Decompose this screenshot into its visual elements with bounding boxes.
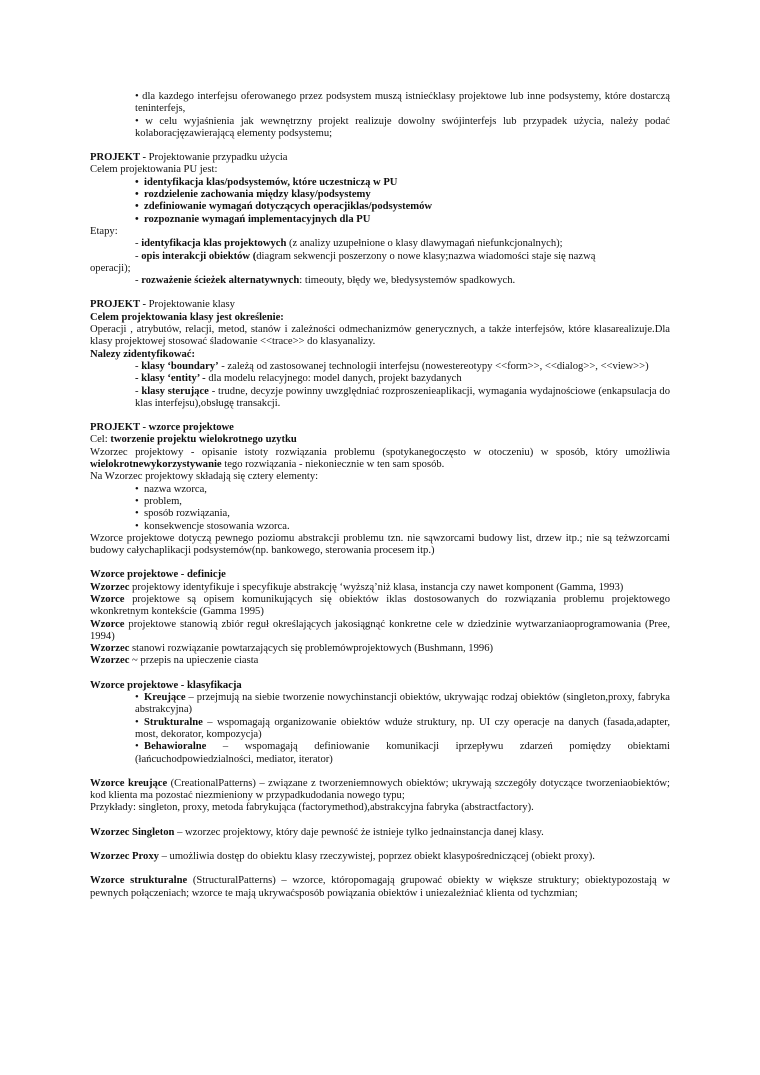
class-entity: - klasy ‘entity’ - dla modelu relacyjnego: model danych, projekt bazydanych [135, 373, 462, 385]
patterns-elements-label: Na Wzorzec projektowy składają się cztery elementy: [90, 471, 319, 483]
use-case-stage-2-cont: operacji); [90, 262, 131, 274]
patterns-goal: Cel: tworzenie projektu wielokrotnego uzytku [90, 434, 297, 446]
patterns-description: Wzorzec projektowy - opisanie istoty rozwiązania problemu (spotykanegoczęsto w otoczeniu) w sposób, który umożliwia wielokrotnewykorzystywanie tego rozwiązania - niekoniecznie w ten sam sposób. [90, 446, 670, 471]
use-case-goal-item: • identyfikacja klas/podsystemów, które uczestniczą w PU [135, 177, 670, 189]
patterns-element-item: • nazwa wzorca, [135, 484, 670, 496]
patterns-element-item: • sposób rozwiązania, [135, 508, 670, 520]
classification-creational: • Kreujące – przejmują na siebie tworzenie nowychinstancji obiektów, ukrywając rodzaj obiektów (singleton,proxy, fabryka abstrakcyjna) [135, 692, 670, 717]
classification-behavioral: • Behawioralne – wspomagają definiowanie komunikacji iprzepływu zdarzeń pomiędzy obiektami (łańcuchodpowiedzialności, mediator, iterator) [135, 741, 670, 766]
section-title-class-design: PROJEKT - Projektowanie klasy [90, 299, 235, 311]
use-case-stage-2: - opis interakcji obiektów (diagram sekwencji poszerzony o nowe klasy;nazwa wiadomości staje się nazwą [135, 250, 596, 262]
section-title-definitions: Wzorce projektowe - definicje [90, 569, 226, 581]
class-design-identify: Nalezy zidentyfikować: [90, 348, 196, 360]
definition-1: Wzorzec projektowy identyfikuje i specyfikuje abstrakcję ‘wyższą’niż klasa, instancja czy nawet komponent (Gamma, 1993) [90, 581, 624, 593]
patterns-element-item: • konsekwencje stosowania wzorca. [135, 521, 670, 533]
definition-5: Wzorzec ~ przepis na upieczenie ciasta [90, 655, 259, 667]
structural-patterns-text: Wzorce strukturalne (StructuralPatterns) – wzorce, któropomagają grupować obiekty w większe struktury; obiektypozostają w pewnych połączeniach; wzorce te mają ukrywaćsposób powiązania obiektów i uniezależniać klienta od tychzmian; [90, 875, 670, 899]
singleton-text: Wzorzec Singleton – wzorzec projektowy, który daje pewność że istnieje tylko jednainstancja danej klasy. [90, 826, 544, 838]
intro-bullet-2: • w celu wyjaśnienia jak wewnętrzny projekt realizuje dowolny swójinterfejs lub przypadek użycia, należy podać kolaboracjęzawierającą elementy podsystemu; [135, 115, 670, 139]
use-case-stage-1: - identyfikacja klas projektowych (z analizy uzupełnione o klasy dlawymagań niefunkcjonalnych); [135, 238, 563, 250]
section-title-classification: Wzorce projektowe - klasyfikacja [90, 679, 242, 691]
creational-patterns-examples: Przykłady: singleton, proxy, metoda fabrykująca (factorymethod),abstrakcyjna fabryka (abstractfactory). [90, 802, 534, 814]
patterns-element-item: • problem, [135, 496, 670, 508]
class-design-goal: Celem projektowania klasy jest określenie: [90, 311, 284, 323]
definition-4: Wzorzec stanowi rozwiązanie powtarzających się problemówprojektowych (Bushmann, 1996) [90, 643, 494, 655]
use-case-goal-item: • rozpoznanie wymagań implementacyjnych dla PU [135, 214, 670, 226]
intro-bullet-1: • dla kazdego interfejsu oferowanego przez podsystem muszą istniećklasy projektowe lub inne podsystemy, które dostarczą teninterfejs, [135, 91, 670, 115]
class-boundary: - klasy ‘boundary’ - zależą od zastosowanej technologii interfejsu (nowestereotypy <<form>>, <<dialog>>, <<view>>) [135, 360, 649, 372]
definition-3: Wzorce projektowe stanowią zbiór reguł określających jakosiągnąć konkretne cele w dziedzinie wytwarzaniaoprogramowania (Pree, 1994) [90, 618, 670, 642]
class-control: - klasy sterujące - trudne, decyzje powinny uwzględniać rozproszenieaplikacji, wymagania wydajnościowe (enkapsulacja do klas interfejsu),obsługę transakcji. [135, 385, 670, 409]
section-title-patterns: PROJEKT - wzorce projektowe [90, 422, 234, 434]
use-case-goal: Celem projektowania PU jest: [90, 164, 218, 176]
use-case-stage-3: - rozważenie ścieżek alternatywnych: timeouty, błędy we, błedysystemów spadkowych. [135, 275, 516, 287]
creational-patterns-text: Wzorce kreujące (CreationalPatterns) – związane z tworzeniemnowych obiektów; ukrywają szczegóły dotyczące tworzeniaobiektów; kod klienta ma pozostać niezmieniony w przypadkudodania nowego typu; [90, 777, 670, 802]
section-title-use-case: PROJEKT - Projektowanie przypadku użycia [90, 152, 288, 164]
class-design-text: Operacji , atrybutów, relacji, metod, stanów i zależności odmechanizmów generycznych, a także interfejsów, które klasarealizuje.Dla klasy projektowej stosować śladowanie <<trace>> do klasyanalizy. [90, 324, 670, 348]
patterns-paragraph: Wzorce projektowe dotyczą pewnego poziomu abstrakcji problemu tzn. nie sąwzorcami budowy list, drzew itp.; nie są teżwzorcami budowy całychaplikacji podsystemów(np. bankowego, sterowania procesem itp.) [90, 532, 670, 557]
definition-2: Wzorce projektowe są opisem komunikujących się obiektów iklas dostosowanych do rozwiązania problemu projektowego wkonkretnym kontekście (Gamma 1995) [90, 593, 670, 618]
use-case-stages-label: Etapy: [90, 225, 118, 237]
use-case-goal-item: • rozdzielenie zachowania między klasy/podsystemy [135, 189, 670, 201]
use-case-goal-item: • zdefiniowanie wymagań dotyczących operacjiklas/podsystemów [135, 201, 670, 213]
classification-structural: • Strukturalne – wspomagają organizowanie obiektów wduże struktury, np. UI czy operacje na danych (fasada,adapter, most, dekorator, kompozycja) [135, 717, 670, 742]
document-content [90, 91, 670, 900]
proxy-text: Wzorzec Proxy – umożliwia dostęp do obiektu klasy rzeczywistej, poprzez obiekt klasypośredniczącej (obiekt proxy). [90, 851, 595, 863]
